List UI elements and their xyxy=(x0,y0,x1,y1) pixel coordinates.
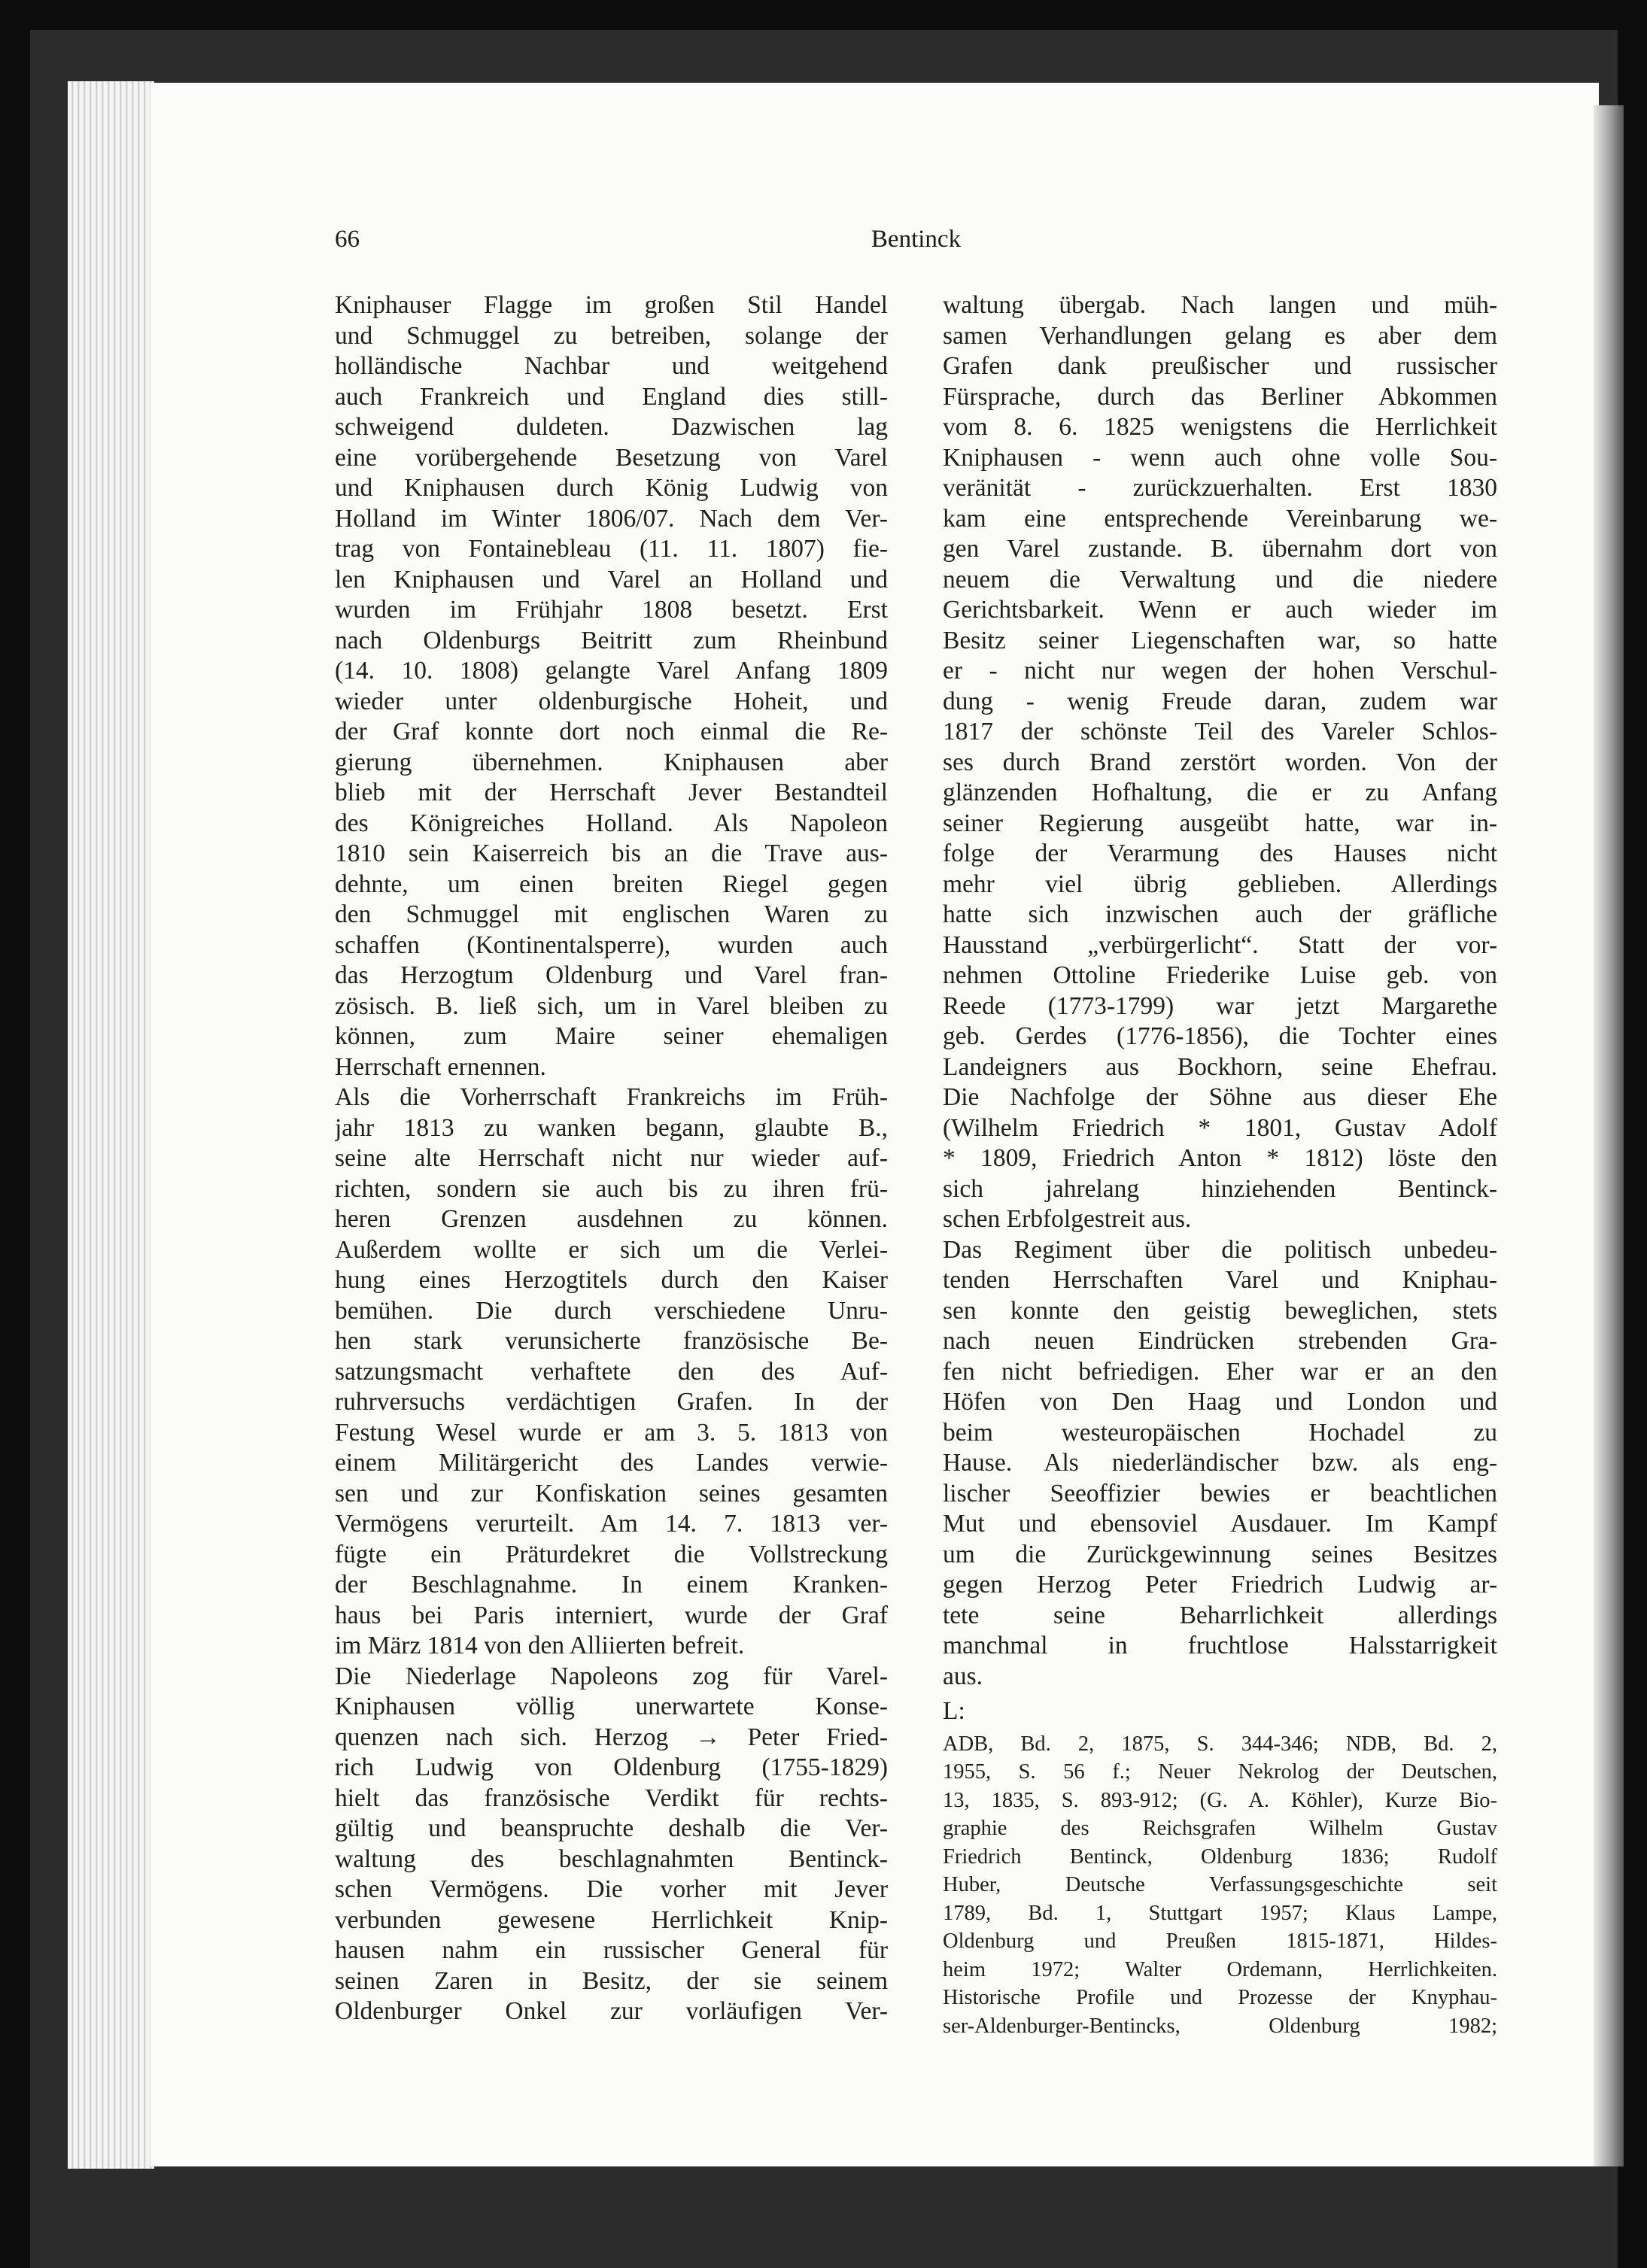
left-column-line: satzungsmacht verhaftete den des Auf- xyxy=(335,1357,888,1386)
right-column-line: manchmal in fruchtlose Halsstarrigkeit xyxy=(943,1632,1497,1659)
right-column-line: Kniphausen - wenn auch ohne volle Sou- xyxy=(943,443,1497,472)
left-column-line: Die Niederlage Napoleons zog für Varel- xyxy=(335,1662,888,1690)
literature-line: graphie des Reichsgrafen Wilhelm Gustav xyxy=(943,1817,1497,1840)
right-column-line: Höfen von Den Haag und London und xyxy=(943,1388,1497,1416)
left-column-line: wurden im Frühjahr 1808 besetzt. Erst xyxy=(335,596,888,624)
right-text-column xyxy=(943,290,1497,2040)
right-column-line: Fürsprache, durch das Berliner Abkommen xyxy=(943,382,1497,411)
right-column-line: aus. xyxy=(943,1662,983,1690)
left-column-line: schaffen (Kontinentalsperre), wurden auch xyxy=(335,931,888,959)
literature-line: Huber, Deutsche Verfassungsgeschichte seit xyxy=(943,1873,1497,1896)
right-column-line: 1817 der schönste Teil des Vareler Schlos- xyxy=(943,718,1497,745)
right-column-line: samen Verhandlungen gelang es aber dem xyxy=(943,321,1497,350)
left-column-line: der Graf konnte dort noch einmal die Re- xyxy=(335,718,888,745)
left-column-line: 1810 sein Kaiserreich bis an die Trave aus- xyxy=(335,839,888,867)
right-column-line: * 1809, Friedrich Anton * 1812) löste den xyxy=(943,1144,1497,1172)
left-column-line: hielt das französische Verdikt für rechts- xyxy=(335,1784,888,1812)
left-column-line: quenzen nach sich. Herzog → Peter Fried- xyxy=(335,1723,888,1751)
right-column-line: Grafen dank preußischer und russischer xyxy=(943,352,1497,380)
left-column-line: verbunden gewesene Herrlichkeit Knip- xyxy=(335,1905,888,1934)
literature-line: 13, 1835, S. 893-912; (G. A. Köhler), Kurze Bio- xyxy=(943,1788,1497,1812)
left-text-column xyxy=(335,290,888,2027)
left-column-line: gierung übernehmen. Kniphausen aber xyxy=(335,748,888,776)
right-column-line: seiner Regierung ausgeübt hatte, war in- xyxy=(943,809,1497,837)
left-column-line: trag von Fontainebleau (11. 11. 1807) fie- xyxy=(335,535,888,563)
left-column-line: rich Ludwig von Oldenburg (1755-1829) xyxy=(335,1753,888,1781)
page-header xyxy=(335,226,1497,256)
right-column-line: schen Erbfolgestreit aus. xyxy=(943,1205,1192,1233)
right-column-line: Hausstand „verbürgerlicht“. Statt der vor- xyxy=(943,931,1497,959)
right-column-line: um die Zurückgewinnung seines Besitzes xyxy=(943,1540,1497,1568)
right-column-line: Reede (1773-1799) war jetzt Margarethe xyxy=(943,991,1497,1020)
left-column-line: fügte ein Präturdekret die Vollstreckung xyxy=(335,1540,888,1568)
literature-line: Oldenburg und Preußen 1815-1871, Hildes- xyxy=(943,1929,1497,1953)
left-column-line: haus bei Paris interniert, wurde der Graf xyxy=(335,1601,888,1629)
left-column-line: des Königreiches Holland. Als Napoleon xyxy=(335,809,888,837)
left-column-line: den Schmuggel mit englischen Waren zu xyxy=(335,900,888,928)
right-column-line: Das Regiment über die politisch unbedeu- xyxy=(943,1235,1497,1264)
right-column-line: beim westeuropäischen Hochadel zu xyxy=(943,1418,1497,1447)
left-column-line: Kniphauser Flagge im großen Stil Handel xyxy=(335,291,888,319)
right-column-line: mehr viel übrig geblieben. Allerdings xyxy=(943,870,1497,898)
left-column-line: hung eines Herzogtitels durch den Kaiser xyxy=(335,1266,888,1294)
left-column-line: Herrschaft ernennen. xyxy=(335,1052,546,1081)
left-column-line: schen Vermögens. Die vorher mit Jever xyxy=(335,1875,888,1903)
left-column-line: auch Frankreich und England dies still- xyxy=(335,382,888,411)
right-column-line: sen konnte den geistig beweglichen, stets xyxy=(943,1296,1497,1325)
right-column-line: folge der Verarmung des Hauses nicht xyxy=(943,839,1497,867)
left-column-line: hen stark verunsicherte französische Be- xyxy=(335,1327,888,1355)
right-column-line: nach neuen Eindrücken strebenden Gra- xyxy=(943,1327,1497,1355)
right-column-line: geb. Gerdes (1776-1856), die Tochter eines xyxy=(943,1022,1497,1050)
right-column-line: Mut und ebensoviel Ausdauer. Im Kampf xyxy=(943,1510,1497,1538)
left-column-line: wieder unter oldenburgische Hoheit, und xyxy=(335,687,888,715)
left-column-line: einem Militärgericht des Landes verwie- xyxy=(335,1449,888,1477)
running-title: Bentinck xyxy=(871,226,962,253)
left-column-line: Als die Vorherrschaft Frankreichs im Früh- xyxy=(335,1083,888,1111)
right-column-line: Besitz seiner Liegenschaften war, so hatte xyxy=(943,626,1497,654)
right-column-line: (Wilhelm Friedrich * 1801, Gustav Adolf xyxy=(943,1113,1497,1142)
left-column-line: zösisch. B. ließ sich, um in Varel bleiben zu xyxy=(335,991,888,1020)
right-column-line: gegen Herzog Peter Friedrich Ludwig ar- xyxy=(943,1571,1497,1599)
left-column-line: und Kniphausen durch König Ludwig von xyxy=(335,474,888,502)
left-column-line: seinen Zaren in Besitz, der sie seinem xyxy=(335,1966,888,1995)
left-column-line: bemühen. Die durch verschiedene Unru- xyxy=(335,1296,888,1325)
left-column-line: blieb mit der Herrschaft Jever Bestandteil xyxy=(335,779,888,806)
right-column-line: Gerichtsbarkeit. Wenn er auch wieder im xyxy=(943,596,1497,624)
literature-line: Friedrich Bentinck, Oldenburg 1836; Rudolf xyxy=(943,1844,1497,1869)
left-column-line: sen und zur Konfiskation seines gesamten xyxy=(335,1479,888,1507)
literature-line: Historische Profile und Prozesse der Knyphau- xyxy=(943,1986,1497,2009)
literature-label: L: xyxy=(943,1697,965,1725)
left-column-line: das Herzogtum Oldenburg und Varel fran- xyxy=(335,961,888,989)
right-column-line: veränität - zurückzuerhalten. Erst 1830 xyxy=(943,474,1497,502)
right-column-line: kam eine entsprechende Vereinbarung we- xyxy=(943,504,1497,533)
right-column-line: gen Varel zustande. B. übernahm dort von xyxy=(943,535,1497,563)
right-column-line: tenden Herrschaften Varel und Kniphau- xyxy=(943,1266,1497,1294)
right-column-line: nehmen Ottoline Friederike Luise geb. von xyxy=(943,961,1497,989)
left-column-line: der Beschlagnahme. In einem Kranken- xyxy=(335,1571,888,1599)
right-column-line: waltung übergab. Nach langen und müh- xyxy=(943,291,1497,319)
left-column-line: waltung des beschlagnahmten Bentinck- xyxy=(335,1844,888,1873)
literature-line: heim 1972; Walter Ordemann, Herrlichkeiten. xyxy=(943,1957,1497,1981)
left-column-line: im März 1814 von den Alliierten befreit. xyxy=(335,1632,745,1659)
left-column-line: und Schmuggel zu betreiben, solange der xyxy=(335,321,888,350)
left-column-line: gültig und beanspruchte deshalb die Ver- xyxy=(335,1814,888,1842)
left-column-line: (14. 10. 1808) gelangte Varel Anfang 1809 xyxy=(335,657,888,685)
left-column-line: Oldenburger Onkel zur vorläufigen Ver- xyxy=(335,1997,888,2025)
left-column-line: können, zum Maire seiner ehemaligen xyxy=(335,1022,888,1050)
page-edge-shadow xyxy=(1594,105,1624,2166)
left-column-line: Kniphausen völlig unerwartete Konse- xyxy=(335,1693,888,1720)
right-column-line: lischer Seeoffizier bewies er beachtlichen xyxy=(943,1479,1497,1507)
left-column-line: seine alte Herrschaft nicht nur wieder auf- xyxy=(335,1144,888,1172)
right-column-line: fen nicht befriedigen. Eher war er an den xyxy=(943,1357,1497,1386)
left-column-line: dehnte, um einen breiten Riegel gegen xyxy=(335,870,888,898)
left-column-line: hausen nahm ein russischer General für xyxy=(335,1936,888,1964)
right-column-line: hatte sich inzwischen auch der gräfliche xyxy=(943,900,1497,928)
right-column-body xyxy=(943,290,1497,1692)
literature-line: 1955, S. 56 f.; Neuer Nekrolog der Deutschen, xyxy=(943,1760,1497,1784)
page-stack-edges xyxy=(68,81,154,2169)
left-column-line: len Kniphausen und Varel an Holland und xyxy=(335,565,888,594)
right-column-line: vom 8. 6. 1825 wenigstens die Herrlichkeit xyxy=(943,413,1497,441)
right-column-line: Die Nachfolge der Söhne aus dieser Ehe xyxy=(943,1083,1497,1111)
left-column-line: richten, sondern sie auch bis zu ihren frü- xyxy=(335,1174,888,1203)
right-column-line: dung - wenig Freude daran, zudem war xyxy=(943,687,1497,715)
right-column-line: Landeigners aus Bockhorn, seine Ehefrau. xyxy=(943,1052,1497,1081)
left-column-line: eine vorübergehende Besetzung von Varel xyxy=(335,443,888,472)
left-column-line: Außerdem wollte er sich um die Verlei- xyxy=(335,1235,888,1264)
left-column-line: holländische Nachbar und weitgehend xyxy=(335,352,888,380)
right-column-line: neuem die Verwaltung und die niedere xyxy=(943,565,1497,594)
left-column-line: Vermögens verurteilt. Am 14. 7. 1813 ver- xyxy=(335,1510,888,1538)
left-column-line: Holland im Winter 1806/07. Nach dem Ver- xyxy=(335,504,888,533)
right-column-line: ses durch Brand zerstört worden. Von der xyxy=(943,748,1497,776)
left-column-line: ruhrversuchs verdächtigen Grafen. In der xyxy=(335,1388,888,1416)
right-column-line: Hause. Als niederländischer bzw. als eng- xyxy=(943,1449,1497,1477)
page-number: 66 xyxy=(335,226,360,253)
literature-list xyxy=(943,1730,1497,2041)
left-column-line: schweigend duldeten. Dazwischen lag xyxy=(335,413,888,441)
right-column-line: er - nicht nur wegen der hohen Verschul- xyxy=(943,657,1497,685)
literature-line: ser-Aldenburger-Bentincks, Oldenburg 1982; xyxy=(943,2014,1497,2038)
left-column-line: nach Oldenburgs Beitritt zum Rheinbund xyxy=(335,626,888,654)
literature-line: ADB, Bd. 2, 1875, S. 344-346; NDB, Bd. 2, xyxy=(943,1732,1497,1756)
left-column-line: heren Grenzen ausdehnen zu können. xyxy=(335,1205,888,1233)
left-column-line: Festung Wesel wurde er am 3. 5. 1813 von xyxy=(335,1418,888,1447)
right-column-line: sich jahrelang hinziehenden Bentinck- xyxy=(943,1174,1497,1203)
left-column-line: jahr 1813 zu wanken begann, glaubte B., xyxy=(335,1113,888,1142)
right-column-line: tete seine Beharrlichkeit allerdings xyxy=(943,1601,1497,1629)
literature-line: 1789, Bd. 1, Stuttgart 1957; Klaus Lampe, xyxy=(943,1901,1497,1925)
right-column-line: glänzenden Hofhaltung, die er zu Anfang xyxy=(943,779,1497,806)
